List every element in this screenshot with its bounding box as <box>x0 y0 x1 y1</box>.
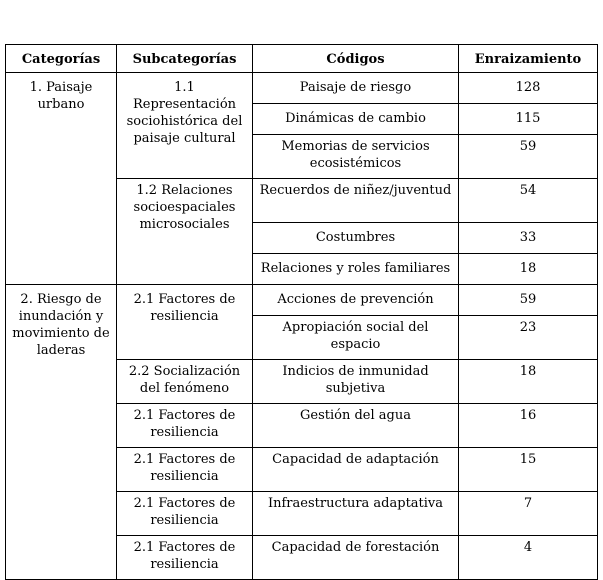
code-cell: Recuerdos de niñez/juventud <box>253 179 459 223</box>
value-cell: 59 <box>459 285 598 316</box>
code-cell: Apropiación social del espacio <box>253 316 459 360</box>
subcategory-cell: 1.2 Relaciones socioespaciales microsociales <box>117 179 253 285</box>
value-cell: 33 <box>459 223 598 254</box>
category-cell: 1. Paisaje urbano <box>6 73 117 285</box>
value-cell: 16 <box>459 404 598 448</box>
code-cell: Capacidad de forestación <box>253 536 459 580</box>
value-cell: 59 <box>459 135 598 179</box>
header-enraizamiento: Enraizamiento <box>459 45 598 73</box>
table-row <box>6 285 598 316</box>
value-cell: 18 <box>459 254 598 285</box>
value-cell: 128 <box>459 73 598 104</box>
code-cell: Acciones de prevención <box>253 285 459 316</box>
results-table <box>5 44 598 580</box>
subcategory-cell: 2.1 Factores de resiliencia <box>117 492 253 536</box>
value-cell: 15 <box>459 448 598 492</box>
header-codigos: Códigos <box>253 45 459 73</box>
header-subcategorias: Subcategorías <box>117 45 253 73</box>
subcategory-cell: 2.1 Factores de resiliencia <box>117 404 253 448</box>
subcategory-cell: 2.1 Factores de resiliencia <box>117 448 253 492</box>
subcategory-cell: 2.1 Factores de resiliencia <box>117 285 253 360</box>
subcategory-cell: 2.2 Socialización del fenómeno <box>117 360 253 404</box>
subcategory-cell: 1.1 Representación sociohistórica del paisaje cultural <box>117 73 253 179</box>
value-cell: 54 <box>459 179 598 223</box>
value-cell: 4 <box>459 536 598 580</box>
header-row <box>6 45 598 73</box>
value-cell: 7 <box>459 492 598 536</box>
table-row <box>6 73 598 104</box>
code-cell: Relaciones y roles familiares <box>253 254 459 285</box>
code-cell: Paisaje de riesgo <box>253 73 459 104</box>
code-cell: Indicios de inmunidad subjetiva <box>253 360 459 404</box>
subcategory-cell: 2.1 Factores de resiliencia <box>117 536 253 580</box>
category-cell: 2. Riesgo de inundación y movimiento de laderas <box>6 285 117 580</box>
value-cell: 18 <box>459 360 598 404</box>
value-cell: 23 <box>459 316 598 360</box>
code-cell: Infraestructura adaptativa <box>253 492 459 536</box>
code-cell: Capacidad de adaptación <box>253 448 459 492</box>
code-cell: Dinámicas de cambio <box>253 104 459 135</box>
value-cell: 115 <box>459 104 598 135</box>
header-categorias: Categorías <box>6 45 117 73</box>
code-cell: Memorias de servicios ecosistémicos <box>253 135 459 179</box>
code-cell: Costumbres <box>253 223 459 254</box>
code-cell: Gestión del agua <box>253 404 459 448</box>
